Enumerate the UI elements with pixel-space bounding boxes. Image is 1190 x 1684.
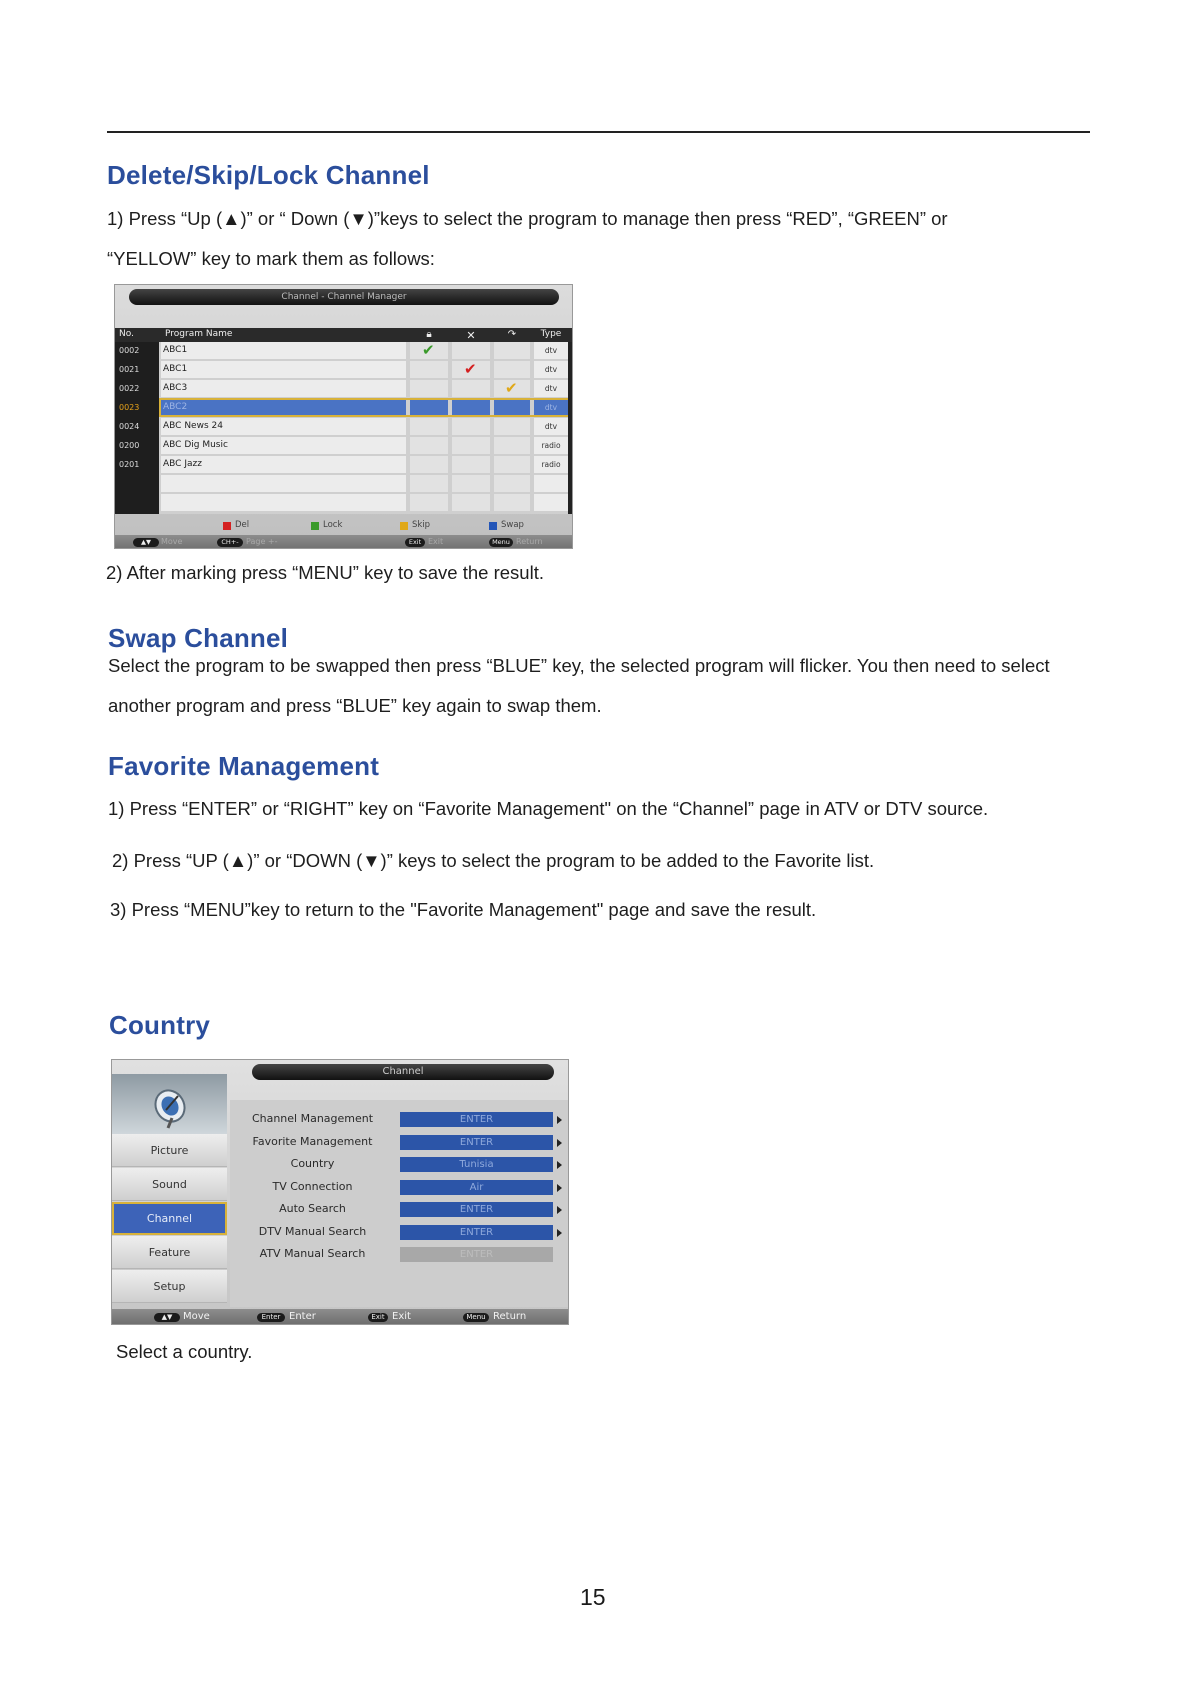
sidebar-item-feature[interactable]: Feature <box>112 1236 227 1269</box>
chevron-right-icon <box>557 1116 562 1124</box>
legend-lock: Lock <box>323 520 343 530</box>
channel-number: 0022 <box>119 384 140 393</box>
chevron-right-icon <box>557 1229 562 1237</box>
channel-manager-screenshot <box>114 284 573 549</box>
legend-swap: Swap <box>501 520 524 530</box>
table-row[interactable] <box>115 342 568 361</box>
channel-manager-header <box>115 328 573 342</box>
menu-item-dtv-manual-search[interactable] <box>230 1223 568 1244</box>
updown-key-icon: ▲▼ <box>133 538 159 547</box>
swap-arrow-icon: ↷ <box>507 329 517 340</box>
channel-menu-panel <box>230 1100 568 1307</box>
section-title-delete-skip-lock: Delete/Skip/Lock Channel <box>107 160 430 190</box>
menu-item-atv-manual-search[interactable] <box>230 1245 568 1266</box>
menu-item-value[interactable]: ENTER <box>400 1225 553 1240</box>
program-type: dtv <box>534 399 568 416</box>
table-row-selected[interactable] <box>115 399 568 418</box>
menu-item-value[interactable]: Air <box>400 1180 553 1195</box>
footer-menu-key: Menu <box>463 1313 489 1322</box>
menu-item-country[interactable] <box>230 1155 568 1176</box>
footer-return: Return <box>516 537 543 546</box>
red-key-swatch <box>223 522 231 530</box>
header-type: Type <box>540 329 562 339</box>
favorite-step1: 1) Press “ENTER” or “RIGHT” key on “Favorite Management" on the “Channel” page in ATV or DTV source. <box>108 798 989 819</box>
color-key-legend <box>115 519 573 533</box>
yellow-key-swatch <box>400 522 408 530</box>
favorite-step3: 3) Press “MENU”key to return to the "Favorite Management" page and save the result. <box>110 899 817 920</box>
chevron-right-icon <box>557 1139 562 1147</box>
channel-number: 0023 <box>119 403 140 412</box>
channel-manager-footer <box>115 535 573 549</box>
delete-after-marking: 2) After marking press “MENU” key to save the result. <box>106 562 544 583</box>
table-row[interactable] <box>115 437 568 456</box>
footer-exit: Exit <box>428 537 444 546</box>
footer-page-key: CH+- <box>217 538 243 547</box>
menu-item-label: Country <box>290 1157 335 1170</box>
updown-key-icon: ▲▼ <box>154 1313 180 1322</box>
menu-item-favorite-management[interactable] <box>230 1133 568 1154</box>
program-name: ABC3 <box>161 380 406 397</box>
country-caption: Select a country. <box>116 1341 253 1362</box>
program-type: dtv <box>534 361 568 378</box>
top-rule <box>107 131 1090 133</box>
menu-item-auto-search[interactable] <box>230 1200 568 1221</box>
footer-page: Page +- <box>246 537 278 546</box>
chevron-right-icon <box>557 1161 562 1169</box>
section-title-swap: Swap Channel <box>108 623 289 653</box>
menu-item-label: Auto Search <box>279 1202 346 1215</box>
sidebar-item-sound[interactable]: Sound <box>112 1168 227 1201</box>
footer-enter: Enter <box>289 1311 316 1322</box>
blue-key-swatch <box>489 522 497 530</box>
table-row-empty <box>115 475 568 494</box>
program-name: ABC1 <box>161 342 406 359</box>
channel-number: 0201 <box>119 460 140 469</box>
program-name: ABC2 <box>161 399 406 416</box>
satellite-dish-icon <box>112 1074 227 1134</box>
menu-item-label: DTV Manual Search <box>258 1225 367 1238</box>
menu-item-label: Channel Management <box>251 1112 374 1125</box>
program-type: dtv <box>534 418 568 435</box>
section-title-favorite: Favorite Management <box>108 751 380 781</box>
program-type: radio <box>534 437 568 454</box>
menu-item-value-disabled: ENTER <box>400 1247 553 1262</box>
delete-instruction-line1: 1) Press “Up (▲)” or “ Down (▼)”keys to select the program to manage then press “RED”, “GREEN” or <box>107 208 948 229</box>
menu-item-channel-management[interactable] <box>230 1110 568 1131</box>
footer-move: Move <box>161 537 183 546</box>
legend-skip: Skip <box>412 520 431 530</box>
skip-check-icon: ✔ <box>505 379 518 397</box>
menu-item-label: Favorite Management <box>252 1135 373 1148</box>
page-number: 15 <box>580 1584 606 1610</box>
delete-x-icon: ✕ <box>466 329 476 342</box>
program-name: ABC News 24 <box>161 418 406 435</box>
program-name: ABC1 <box>161 361 406 378</box>
chevron-right-icon <box>557 1184 562 1192</box>
channel-number: 0002 <box>119 346 140 355</box>
channel-manager-title: Channel - Channel Manager <box>129 289 559 305</box>
green-key-swatch <box>311 522 319 530</box>
swap-instruction-line2: another program and press “BLUE” key again to swap them. <box>108 695 602 716</box>
table-row-empty <box>115 494 568 513</box>
sidebar-item-setup[interactable]: Setup <box>112 1270 227 1303</box>
program-type: dtv <box>534 342 568 359</box>
delete-check-icon: ✔ <box>464 360 477 378</box>
footer-menu-key: Menu <box>489 538 513 547</box>
menu-item-label: TV Connection <box>272 1180 353 1193</box>
delete-instruction-line2: “YELLOW” key to mark them as follows: <box>107 248 435 269</box>
footer-exit-key: Exit <box>368 1313 388 1322</box>
header-program-name: Program Name <box>165 329 233 339</box>
favorite-step2: 2) Press “UP (▲)” or “DOWN (▼)” keys to select the program to be added to the Favorite list. <box>112 850 875 871</box>
menu-item-value[interactable]: Tunisia <box>400 1157 553 1172</box>
footer-enter-key: Enter <box>257 1313 285 1322</box>
channel-menu-title: Channel <box>252 1064 554 1080</box>
table-row[interactable] <box>115 380 568 399</box>
channel-number: 0021 <box>119 365 140 374</box>
footer-return: Return <box>493 1311 527 1322</box>
selection-frame <box>159 398 570 417</box>
table-row[interactable] <box>115 361 568 380</box>
scrollbar[interactable] <box>568 342 572 514</box>
sidebar-item-picture[interactable]: Picture <box>112 1134 227 1167</box>
menu-sidebar <box>112 1074 227 1307</box>
menu-item-value[interactable]: ENTER <box>400 1202 553 1217</box>
channel-menu-screenshot <box>111 1059 569 1325</box>
legend-del: Del <box>235 520 250 530</box>
footer-exit-key: Exit <box>405 538 425 547</box>
channel-number: 0200 <box>119 441 140 450</box>
program-name: ABC Dig Music <box>161 437 406 454</box>
program-type: radio <box>534 456 568 473</box>
menu-item-value[interactable]: ENTER <box>400 1135 553 1150</box>
program-type: dtv <box>534 380 568 397</box>
header-no: No. <box>119 329 134 339</box>
channel-number: 0024 <box>119 422 140 431</box>
chevron-right-icon <box>557 1206 562 1214</box>
section-title-country: Country <box>109 1010 211 1040</box>
sidebar-item-channel[interactable]: Channel <box>112 1202 227 1235</box>
footer-move: Move <box>183 1311 210 1322</box>
menu-item-label: ATV Manual Search <box>259 1247 366 1260</box>
program-name: ABC Jazz <box>161 456 406 473</box>
table-row[interactable] <box>115 456 568 475</box>
footer-exit: Exit <box>392 1311 411 1322</box>
swap-instruction-line1: Select the program to be swapped then press “BLUE” key, the selected program will flicker. You then need to select <box>108 655 1050 676</box>
menu-item-tv-connection[interactable] <box>230 1178 568 1199</box>
menu-item-value[interactable]: ENTER <box>400 1112 553 1127</box>
channel-menu-footer <box>112 1309 569 1325</box>
lock-check-icon: ✔ <box>422 341 435 359</box>
table-row[interactable] <box>115 418 568 437</box>
lock-icon: 🔒︎ <box>426 329 432 340</box>
